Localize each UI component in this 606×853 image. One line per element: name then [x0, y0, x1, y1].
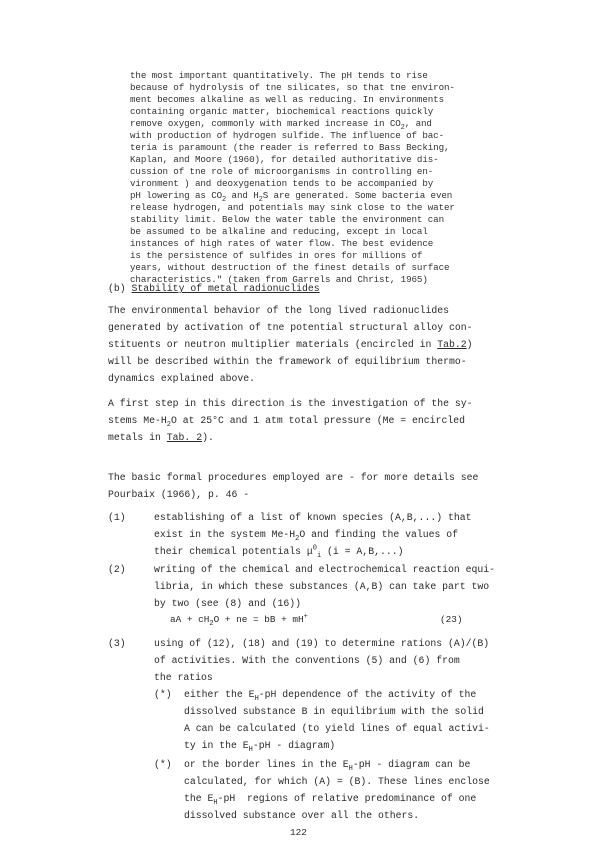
quoted-passage [130, 70, 510, 286]
quote-line: pH lowering as $CO_2$ and $H_2S$ are generated. Some bacteria even [130, 190, 453, 204]
quote-line: is the persistence of sulfides in ores for millions of [130, 250, 423, 261]
list-item-number: (3) [108, 638, 126, 649]
quote-line: the most important quantitatively. The pH tends to rise [130, 70, 428, 81]
quote-line: instances of high rates of water flow. The best evidence [130, 238, 434, 249]
quote-line: characteristics." (taken from Garrels and Christ, 1965) [130, 274, 428, 285]
quote-line: with production of hydrogen sulfide. The influence of bac- [130, 130, 444, 141]
equation-23: aA + $cH_2O$ + ne = bB + mH+ [170, 612, 308, 628]
sub-list-marker: (*) [154, 689, 172, 700]
equation-number: (23) [440, 614, 463, 625]
table-reference: Tab. 2 [166, 432, 203, 443]
section-heading: (b) Stability of metal radionuclides [108, 283, 320, 294]
quote-line: cussion of tne role of microorganisms in controlling en- [130, 166, 434, 177]
paragraph-procedures: The basic formal procedures employed are - for more details see Pourbaix (1966), p. 46 - [108, 472, 479, 500]
quote-line: vironment ) and deoxygenation tends to be accompanied by [130, 178, 434, 189]
quote-line: stability limit. Below the water table the environment can [130, 214, 444, 225]
page-number: 122 [290, 827, 307, 838]
paragraph-environmental-behavior: The environmental behavior of the long lived radionuclides generated by activation of tne potential structural alloy con- stituents or neutron multiplier materials (encircled in Tab.2) will be described within the framework of equilibrium thermo- dynamics explained above. [108, 305, 473, 384]
section-title: Stability of metal radionuclides [131, 283, 320, 294]
list-item-number: (2) [108, 564, 126, 575]
quote-line: release hydrogen, and potentials may sink close to the water [130, 202, 455, 213]
quote-line: containing organic matter, biochemical reactions quickly [130, 106, 434, 117]
quote-line: ment becomes alkaline as well as reducing. In environments [130, 94, 444, 105]
sub-list-marker: (*) [154, 759, 172, 770]
quote-line: Kaplan, and Moore (1960), for detailed authoritative dis- [130, 154, 439, 165]
table-reference: Tab.2 [437, 339, 467, 350]
quote-line: remove oxygen, commonly with marked increase in $CO_2$, and [130, 118, 432, 132]
quote-line: teria is paramount (the reader is referred to Bass Becking, [130, 142, 450, 153]
quote-line: years, without destruction of the finest details of surface [130, 262, 450, 273]
quote-line: because of hydrolysis of tne silicates, so that tne environ- [130, 82, 455, 93]
document-page: the most important quantitatively. The pH tends to rise because of hydrolysis of tne silicates, so that tne environ- ment becomes alkaline as well as reducing. In environments containing organic matter, biochemical reactions quickly remove oxygen, commonly with marked increase in $CO_2$, and with production of hydrogen sulfide. The influence of bac- teria is paramount (the reader is referred to Bass Becking, Kaplan, and Moore (1960), for detailed authoritative dis- cussion of tne role of microorganisms in controlling en- vironment ) and deoxygenation tends to be accompanied by pH lowering as $CO_2$ and $H_2S$ are generated. Some bacteria even release hydrogen, and potentials may sink close to the water stability limit. Below the water table the environment can be assumed to be alkaline and reducing, except in local instances of high rates of water flow. The best evidence is the persistence of sulfides in ores for millions of years, without destruction of the finest details of surface characteristics." (taken from Garrels and Christ, 1965) (b) Stability of metal radionuclides The environmental behavior of the long lived radionuclides generated by activation of tne potential structural alloy con- stituents or neutron multiplier materials (encircled in Tab.2) will be described within the framework of equilibrium thermo- dynamics explained above. A first step in this direction is the investigation of the sy- stems $Me-H_2O$ at 25°C and 1 atm total pressure (Me = encircled metals in Tab. 2). The basic formal procedures employed are - for more details see Pourbaix (1966), p. 46 - (1) establishing of a list of known species (A,B,...) that exist in the system $Me-H_2O$ and finding the values of their chemical potentials $\mu^0_i$ (i = A,B,...) (2) writing of the chemical and electrochemical reaction equi- libria, in which these substances (A,B) can take part two by two (see (8) and (16)) aA + $cH_2O$ + ne = bB + mH+ (23) (3) using of (12), (18) and (19) to determine rations (A)/(B) of activities. With the conventions (5) and (6) from the ratios (*) either the $E_H-pH$ dependence of the activity of the dissolved substance B in equilibrium with the solid A can be calculated (to yield lines of equal activi- ty in the $E_H-pH$ - diagram) (*) or the border lines in the $E_H-pH$ - diagram can be calculated, for which (A) = (B). These lines enclose the $E_H-pH$ regions of relative predominance of one dissolved substance over all the others. 122 [0, 0, 606, 853]
quote-line: be assumed to be alkaline and reducing, except in local [130, 226, 428, 237]
list-item-number: (1) [108, 512, 126, 523]
paragraph-first-step: A first step in this direction is the investigation of the sy- stems $Me-H_2O$ at 25°C and 1 atm total pressure (Me = encircled metals in Tab. 2). [108, 398, 473, 443]
